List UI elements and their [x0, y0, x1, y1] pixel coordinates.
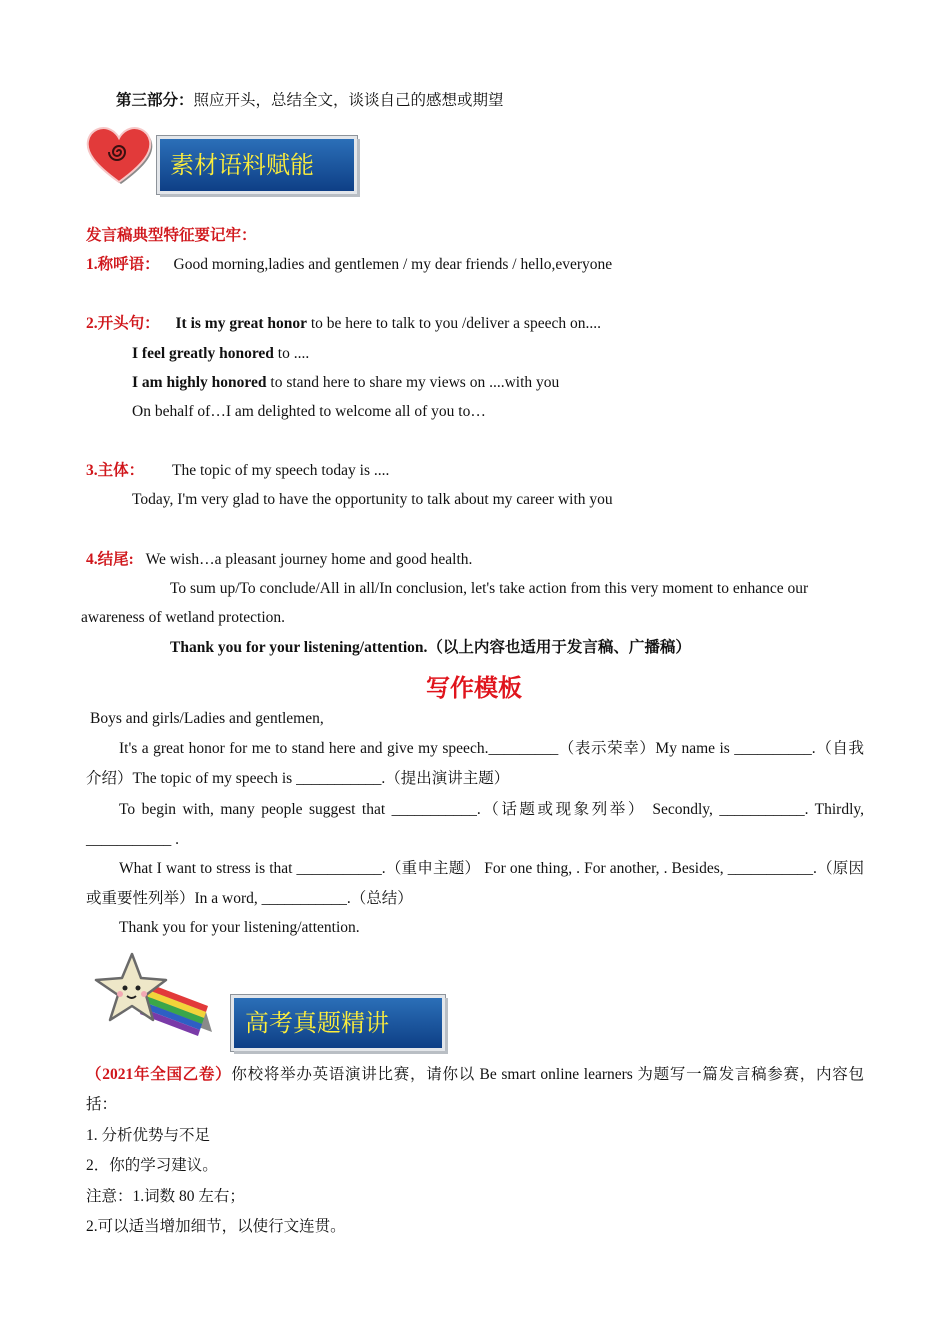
opening-line-4: On behalf of…I am delighted to welcome all of you to… [132, 403, 486, 420]
salutation-text: Good morning,ladies and gentlemen / my dear friends / hello,everyone [173, 256, 613, 273]
shooting-star-icon [88, 950, 218, 1040]
body-1-text: The topic of my speech today is .... [172, 462, 390, 479]
exam-item-2: 2．你的学习建议。 [86, 1157, 218, 1174]
opening-3-rest: to stand here to share my views on ....with you [266, 374, 560, 391]
salutation-line [86, 255, 612, 275]
template-paragraph-2: To begin with, many people suggest that ___________.（话题或现象列举） Secondly, ___________. Thirdly, ___________ . [86, 801, 864, 848]
ending-line-3: Thank you for your listening/attention.（以上内容也适用于发言稿、广播稿） [170, 639, 691, 656]
part3-text: 照应开头，总结全文，谈谈自己的感想或期望 [193, 92, 504, 109]
template-greeting: Boys and girls/Ladies and gentlemen, [90, 710, 324, 727]
exam-prompt [86, 1060, 864, 1120]
heart-spiral-icon [84, 124, 154, 186]
template-paragraph-1: It's a great honor for me to stand here and give my speech._________（表示荣幸）My name is __________.（自我介绍）The topic of my speech is ___________.（提出演讲主题） [86, 740, 864, 787]
opening-label: 2.开头句： [86, 315, 160, 332]
ending-line-2a: To sum up/To conclude/All in all/In conclusion, let's take action from this very moment to enhance our [170, 580, 809, 597]
body-label: 3.主体： [86, 462, 145, 479]
exam-note-2: 2.可以适当增加细节，以使行文连贯。 [86, 1218, 346, 1235]
ending-line-1 [86, 550, 472, 570]
template-title: 写作模板 [426, 674, 522, 702]
exam-item-1: 1. 分析优势与不足 [86, 1127, 211, 1144]
ending-label: 4.结尾: [86, 551, 134, 568]
ending-1-text: We wish…a pleasant journey home and good health. [145, 551, 473, 568]
body-line-1 [86, 461, 389, 481]
part3-line [116, 91, 504, 111]
exam-prompt-text: 你校将举办英语演讲比赛，请你以 Be smart online learners 为题写一篇发言稿参赛，内容包括： [86, 1066, 864, 1113]
opening-line-3 [132, 373, 559, 393]
body-line-2: Today, I'm very glad to have the opportunity to talk about my career with you [132, 491, 613, 508]
opening-1-rest: to be here to talk to you /deliver a speech on.... [306, 315, 601, 332]
template-paragraph-3: What I want to stress is that ___________.（重申主题） For one thing, . For another, . Besides, ___________.（原因或重要性列举）In a word, ___________.（总结） [86, 860, 864, 907]
template-closing: Thank you for your listening/attention. [119, 919, 360, 936]
opening-line-2 [132, 344, 309, 364]
features-heading: 发言稿典型特征要记牢： [86, 227, 257, 244]
exam-source: （2021年全国乙卷） [86, 1066, 232, 1083]
opening-3-bold: I am highly honored [132, 374, 267, 391]
opening-line-1 [86, 314, 601, 334]
ending-line-2b: awareness of wetland protection. [81, 609, 286, 626]
banner-materials-title: 素材语料赋能 [170, 151, 314, 179]
exam-note-1: 注意：1.词数 80 左右； [86, 1188, 245, 1205]
banner-exam-title: 高考真题精讲 [245, 1009, 389, 1037]
opening-2-rest: to .... [273, 345, 310, 362]
part3-label: 第三部分： [116, 92, 194, 109]
opening-1-bold: It is my great honor [175, 315, 307, 332]
salutation-label: 1.称呼语： [86, 256, 160, 273]
opening-2-bold: I feel greatly honored [132, 345, 274, 362]
